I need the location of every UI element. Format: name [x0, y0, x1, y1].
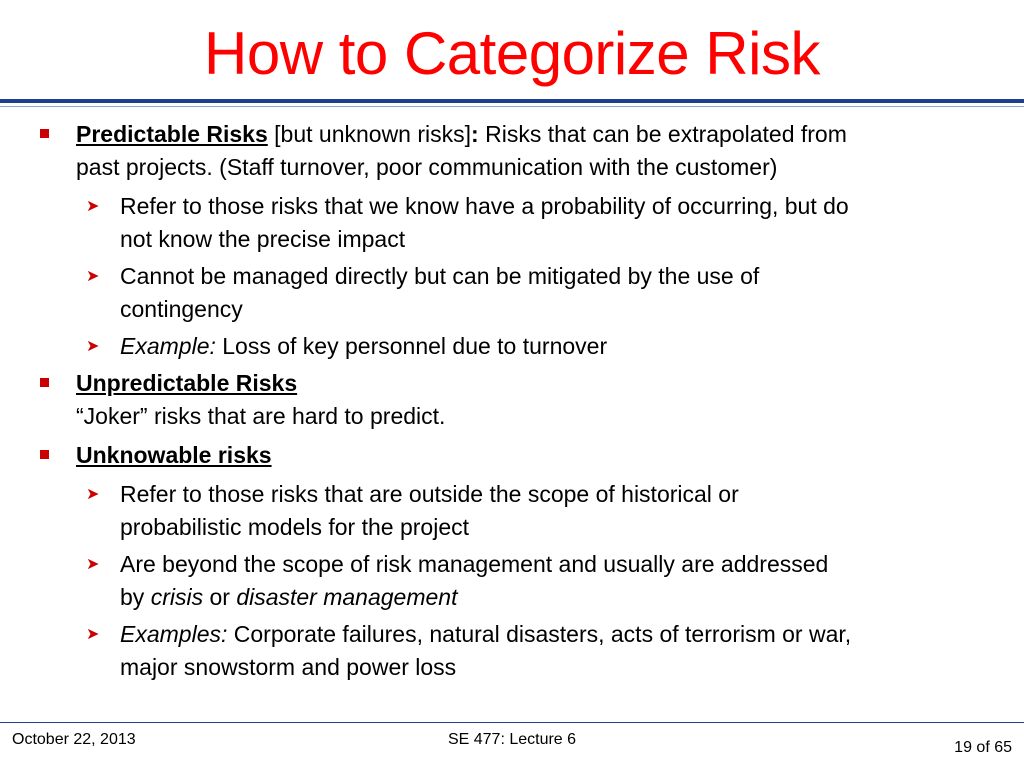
colon: : [471, 121, 479, 147]
square-bullet-icon [40, 378, 49, 387]
sub-item [0, 330, 1024, 363]
sub-item [0, 618, 1024, 684]
example-label: Example: [120, 333, 216, 359]
title-divider-thin [0, 106, 1024, 107]
arrow-bullet-icon: ➤ [86, 268, 100, 285]
sub-item [0, 478, 1024, 544]
examples-text: Corporate failures, natural disasters, acts of terrorism or war, [227, 621, 852, 647]
slide-title: How to Categorize Risk [204, 20, 820, 87]
example-text: Loss of key personnel due to turnover [215, 333, 608, 359]
square-bullet-icon [40, 450, 49, 459]
arrow-bullet-icon: ➤ [86, 198, 100, 215]
square-bullet-icon [40, 129, 49, 138]
emphasis-disaster-management: disaster management [236, 584, 458, 610]
emphasis-crisis: crisis [150, 584, 204, 610]
list-item-unknowable [0, 439, 1024, 472]
sub-line: contingency [120, 296, 243, 322]
examples-label: Examples: [120, 621, 228, 647]
desc: “Joker” risks that are hard to predict. [76, 403, 446, 429]
sub-line: not know the precise impact [120, 226, 406, 252]
arrow-bullet-icon: ➤ [86, 486, 100, 503]
footer-divider [0, 722, 1024, 723]
footer-page-number: 19 of 65 [954, 739, 1012, 756]
sub-line [120, 581, 994, 614]
arrow-bullet-icon: ➤ [86, 626, 100, 643]
term-unpredictable: Unpredictable Risks [76, 370, 298, 396]
desc-line1: Risks that can be extrapolated from [478, 121, 847, 147]
footer-course: SE 477: Lecture 6 [447, 731, 577, 748]
title-divider [0, 99, 1024, 103]
sub-item [0, 260, 1024, 326]
line [76, 118, 994, 151]
sub-item [0, 548, 1024, 614]
text: by [120, 584, 151, 610]
sub-line: Refer to those risks that are outside the scope of historical or [120, 481, 739, 507]
footer-date: October 22, 2013 [12, 731, 136, 748]
text: or [203, 584, 237, 610]
sub-line [120, 618, 994, 651]
sub-item [0, 190, 1024, 256]
term-predictable: Predictable Risks [76, 121, 268, 147]
term-unknowable: Unknowable risks [76, 442, 272, 468]
slide-body [0, 118, 1024, 684]
sub-line: Cannot be managed directly but can be mitigated by the use of [120, 263, 760, 289]
sub-line: probabilistic models for the project [120, 514, 469, 540]
sub-line: Are beyond the scope of risk management and usually are addressed [120, 551, 829, 577]
arrow-bullet-icon: ➤ [86, 556, 100, 573]
sub-line: major snowstorm and power loss [120, 654, 457, 680]
list-item-unpredictable [0, 367, 1024, 433]
sub-line: Refer to those risks that we know have a probability of occurring, but do [120, 193, 849, 219]
list-item-predictable [0, 118, 1024, 184]
arrow-bullet-icon: ➤ [86, 338, 100, 355]
sub-line [120, 330, 994, 363]
desc-line2: past projects. (Staff turnover, poor communication with the customer) [76, 154, 778, 180]
bracket-text: [but unknown risks] [267, 121, 472, 147]
